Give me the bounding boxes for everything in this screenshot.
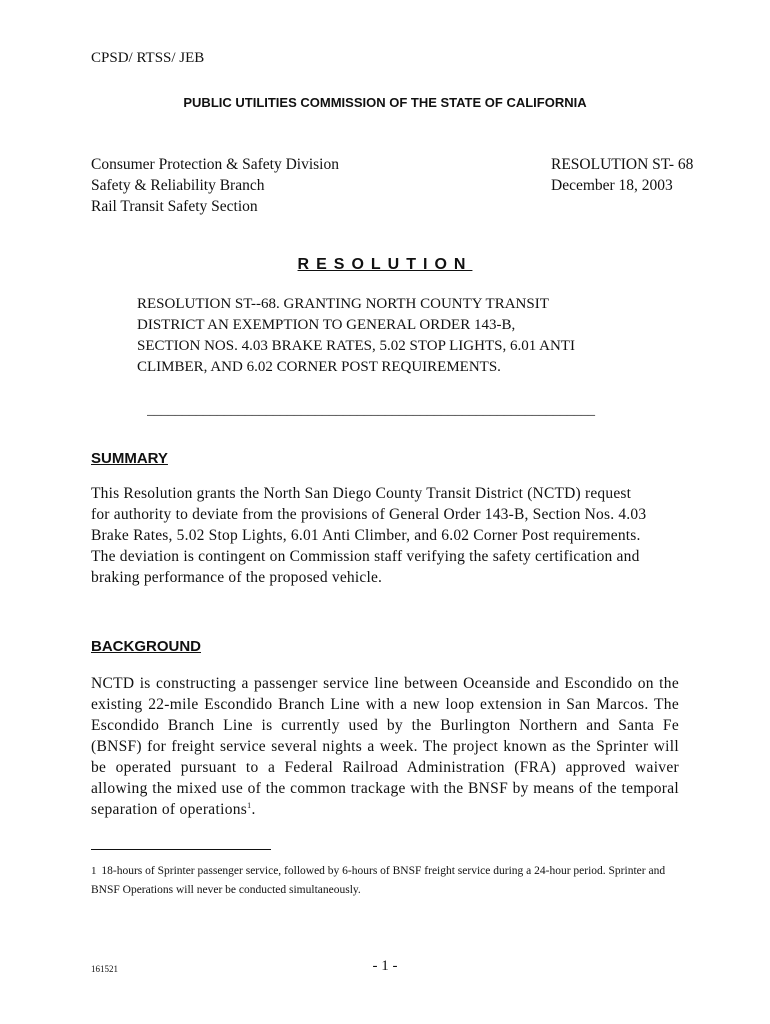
resolution-title-line: SECTION NOS. 4.03 BRAKE RATES, 5.02 STOP LIGHTS, 6.01 ANTI xyxy=(137,338,575,354)
background-paragraph xyxy=(91,673,679,820)
resolution-date: December 18, 2003 xyxy=(551,177,673,194)
division-block xyxy=(91,154,339,217)
resolution-heading: RESOLUTION xyxy=(297,256,473,273)
section-line: Rail Transit Safety Section xyxy=(91,198,258,215)
background-end: . xyxy=(251,801,256,818)
commission-title: PUBLIC UTILITIES COMMISSION OF THE STATE OF CALIFORNIA xyxy=(183,95,587,110)
resolution-title-line: DISTRICT AN EXEMPTION TO GENERAL ORDER 143-B, xyxy=(137,317,516,333)
division-line: Consumer Protection & Safety Division xyxy=(91,156,339,173)
resolution-title-line: RESOLUTION ST--68. GRANTING NORTH COUNTY TRANSIT xyxy=(137,296,549,312)
background-heading: BACKGROUND xyxy=(91,638,201,655)
resolution-number: RESOLUTION ST- 68 xyxy=(551,156,694,173)
document-code: CPSD/ RTSS/ JEB xyxy=(91,50,205,66)
footnote-text: 18-hours of Sprinter passenger service, followed by 6-hours of BNSF freight service during a 24-hour period. Sprinter and BNSF Operations will never be conducted simultaneously. xyxy=(91,865,666,896)
footnote xyxy=(91,862,681,900)
background-body: NCTD is constructing a passenger service line between Oceanside and Escondido on the existing 22-mile Escondido Branch Line with a new loop extension in San Marcos. The Escondido Branch Line is currently used by the Burlington Northern and Santa Fe (BNSF) for freight service several nights a week. The project known as the Sprinter will be operated pursuant to a Federal Railroad Administration (FRA) approved waiver allowing the mixed use of the common trackage with the BNSF by means of the temporal separation of operations xyxy=(91,675,679,818)
footnote-separator xyxy=(91,849,271,850)
branch-line: Safety & Reliability Branch xyxy=(91,177,265,194)
footnote-marker: 1 xyxy=(91,865,97,877)
footnote-reference[interactable]: 1 xyxy=(247,800,252,810)
document-number: 161521 xyxy=(91,964,118,974)
resolution-title-line: CLIMBER, AND 6.02 CORNER POST REQUIREMENTS. xyxy=(137,359,501,375)
page-number: - 1 - xyxy=(372,958,398,974)
resolution-title xyxy=(137,294,657,378)
title-rule: ________________________________________________________________ xyxy=(147,403,595,418)
resolution-info-block xyxy=(551,154,693,196)
summary-heading: SUMMARY xyxy=(91,450,168,467)
summary-paragraph: This Resolution grants the North San Diego County Transit District (NCTD) request for authority to deviate from the provisions of General Order 143-B, Section Nos. 4.03 Brake Rates, 5.02 Stop Lights, 6.01 Anti Climber, and 6.02 Corner Post requirements. The deviation is contingent on Commission staff verifying the safety certification and braking performance of the proposed vehicle. xyxy=(91,485,647,586)
